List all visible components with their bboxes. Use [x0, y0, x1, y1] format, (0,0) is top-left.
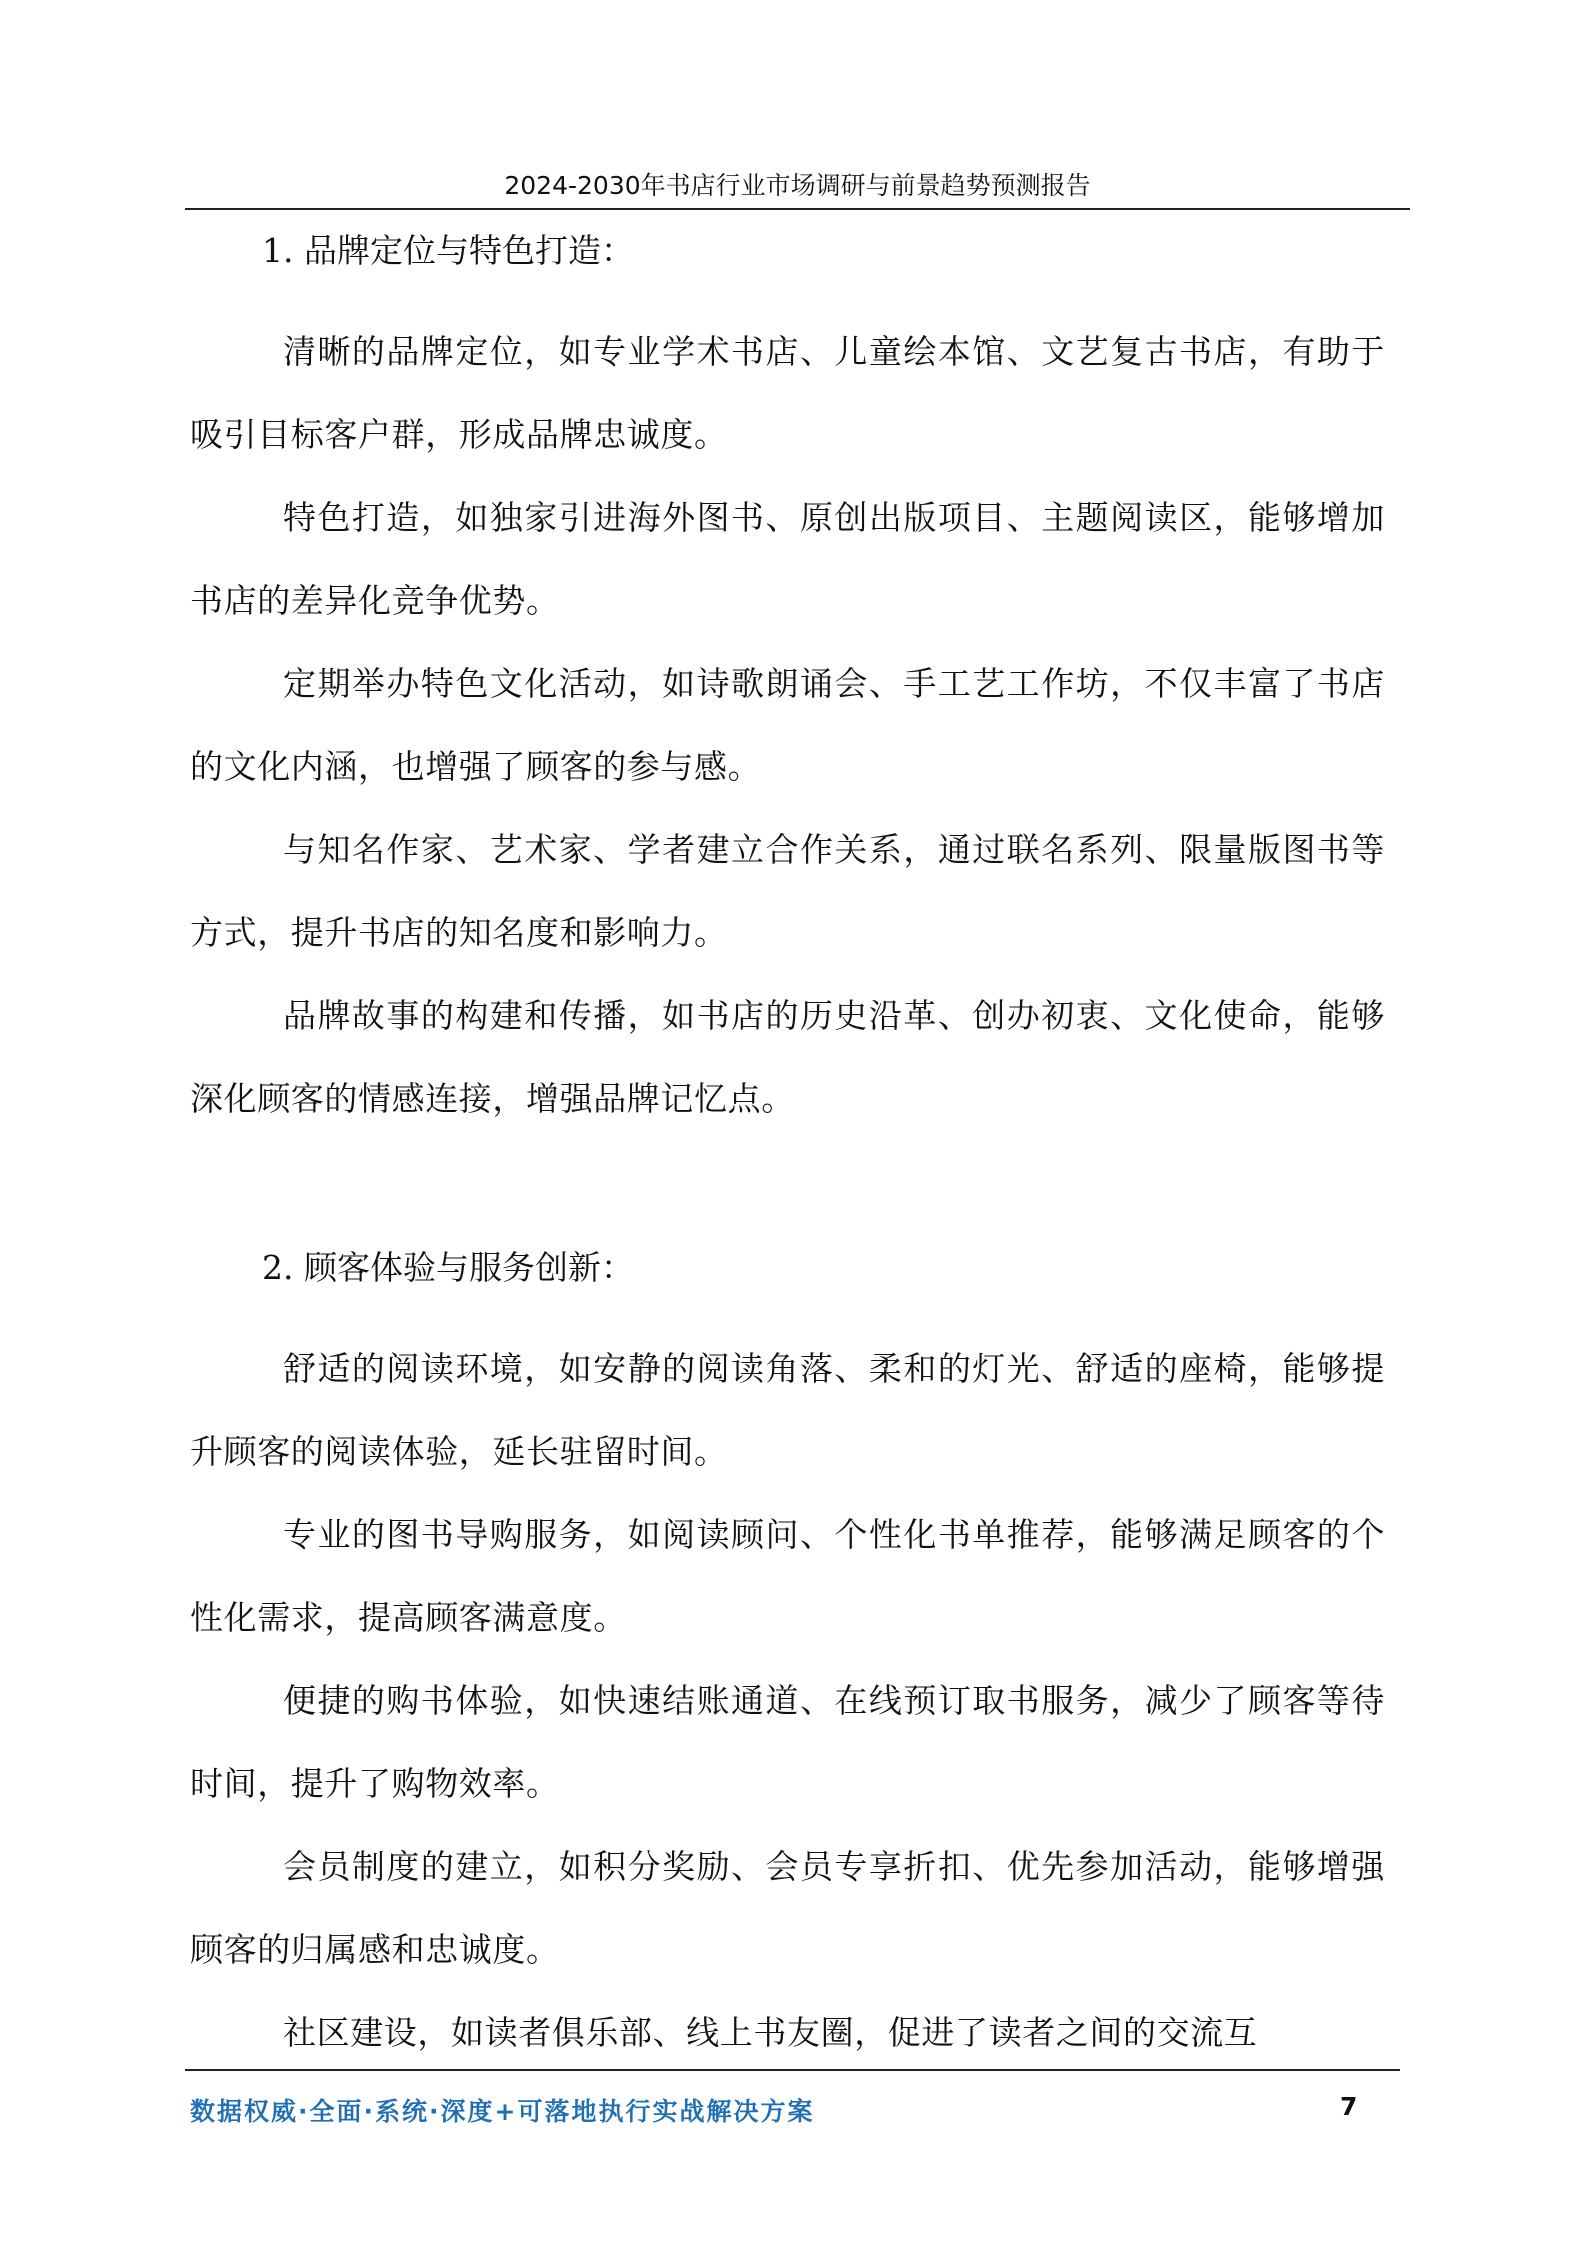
- paragraph: 舒适的阅读环境，如安静的阅读角落、柔和的灯光、舒适的座椅，能够提升顾客的阅读体验，延长驻留时间。: [190, 1349, 1385, 1471]
- paragraph: 品牌故事的构建和传播，如书店的历史沿革、创办初衷、文化使命，能够深化顾客的情感连接，增强品牌记忆点。: [190, 996, 1385, 1118]
- paragraph: 便捷的购书体验，如快速结账通道、在线预订取书服务，减少了顾客等待时间，提升了购物效率。: [190, 1681, 1385, 1803]
- page-body: [190, 226, 1385, 2074]
- paragraph: 社区建设，如读者俱乐部、线上书友圈，促进了读者之间的交流互: [283, 2013, 1258, 2052]
- paragraph: 清晰的品牌定位，如专业学术书店、儿童绘本馆、文艺复古书店，有助于吸引目标客户群，形成品牌忠诚度。: [190, 332, 1385, 454]
- section-heading: 2. 顾客体验与服务创新：: [262, 1248, 634, 1287]
- page-number: 7: [1340, 2092, 1358, 2121]
- report-title: 2024-2030年书店行业市场调研与前景趋势预测报告: [504, 171, 1091, 200]
- footer-slogan: 数据权威·全面·系统·深度+可落地执行实战解决方案: [190, 2097, 815, 2126]
- paragraph: 专业的图书导购服务，如阅读顾问、个性化书单推荐，能够满足顾客的个性化需求，提高顾客满意度。: [190, 1515, 1385, 1637]
- paragraph: 定期举办特色文化活动，如诗歌朗诵会、手工艺工作坊，不仅丰富了书店的文化内涵，也增强了顾客的参与感。: [190, 664, 1385, 786]
- footer-divider: [185, 2069, 1400, 2071]
- paragraph: 与知名作家、艺术家、学者建立合作关系，通过联名系列、限量版图书等方式，提升书店的知名度和影响力。: [190, 830, 1385, 952]
- paragraph: 特色打造，如独家引进海外图书、原创出版项目、主题阅读区，能够增加书店的差异化竞争优势。: [190, 498, 1385, 620]
- header-divider: [185, 208, 1410, 210]
- paragraph: 会员制度的建立，如积分奖励、会员专享折扣、优先参加活动，能够增强顾客的归属感和忠诚度。: [190, 1847, 1385, 1969]
- section-brand-positioning: [190, 226, 1385, 1140]
- section-heading: 1. 品牌定位与特色打造：: [262, 231, 634, 270]
- section-customer-experience: [190, 1243, 1385, 2074]
